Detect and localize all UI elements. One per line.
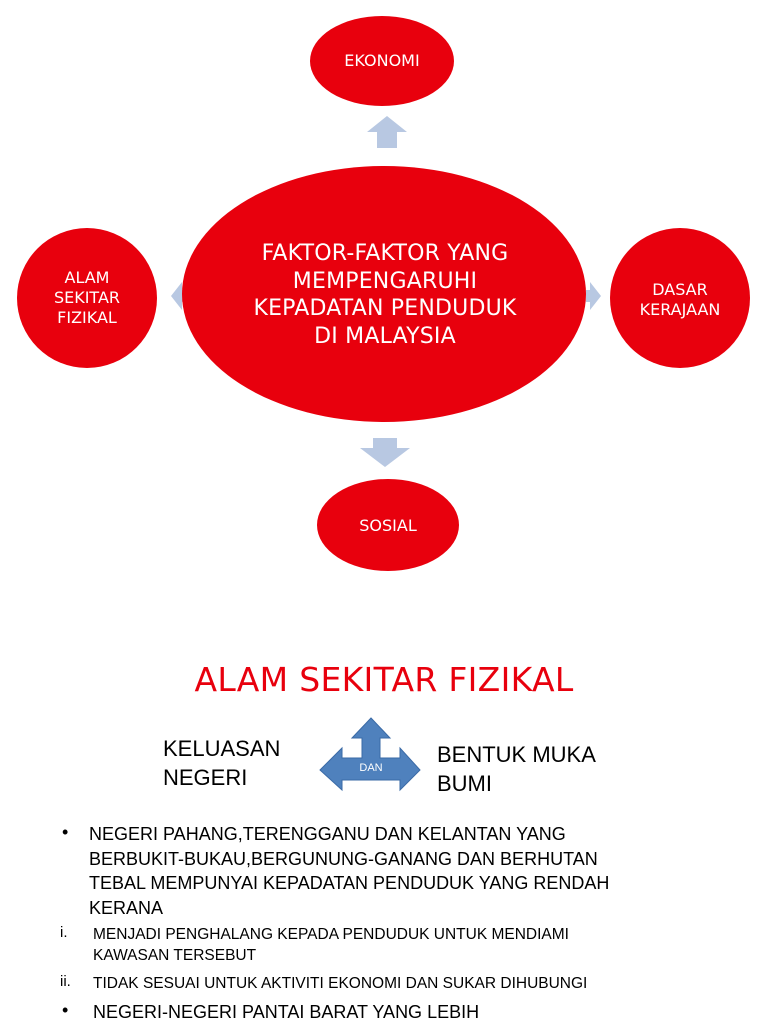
arrow-up [367,116,407,148]
bullet-marker: • [62,822,69,842]
dan-arrow [320,718,420,790]
bullet-text: NEGERI-NEGERI PANTAI BARAT YANG LEBIH [93,1002,480,1022]
alam-label: ALAM SEKITAR FIZIKAL [53,268,121,327]
bentuk-text: BENTUK MUKA BUMI [437,742,596,796]
bullet-marker: • [62,1000,69,1020]
dan-label: DAN [359,762,383,774]
arrow-down [360,438,410,467]
bullet-marker: ii. [60,973,71,990]
dasar-label: DASAR KERAJAAN [639,280,721,319]
bullet-text: TIDAK SESUAI UNTUK AKTIVITI EKONOMI DAN SUKAR DIHUBUNGI [93,975,588,992]
ekonomi-label: EKONOMI [344,51,420,70]
bullet-text: NEGERI PAHANG,TERENGGANU DAN KELANTAN YANG BERBUKIT-BUKAU,BERGUNUNG-GANANG DAN BERHUTAN TEBAL MEMPUNYAI KEPADATAN PENDUDUK YANG RENDAH KERANA [89,824,610,918]
center-label: FAKTOR-FAKTOR YANG MEMPENGARUHI KEPADATAN PENDUDUK DI MALAYSIA [253,241,517,349]
section-title: ALAM SEKITAR FIZIKAL [194,660,574,699]
sosial-label: SOSIAL [359,516,417,535]
bullet-text: MENJADI PENGHALANG KEPADA PENDUDUK UNTUK MENDIAMI KAWASAN TERSEBUT [93,926,569,964]
bullet-marker: i. [60,924,68,941]
keluasan-text: KELUASAN NEGERI [163,736,281,790]
arrow-right [586,282,601,310]
